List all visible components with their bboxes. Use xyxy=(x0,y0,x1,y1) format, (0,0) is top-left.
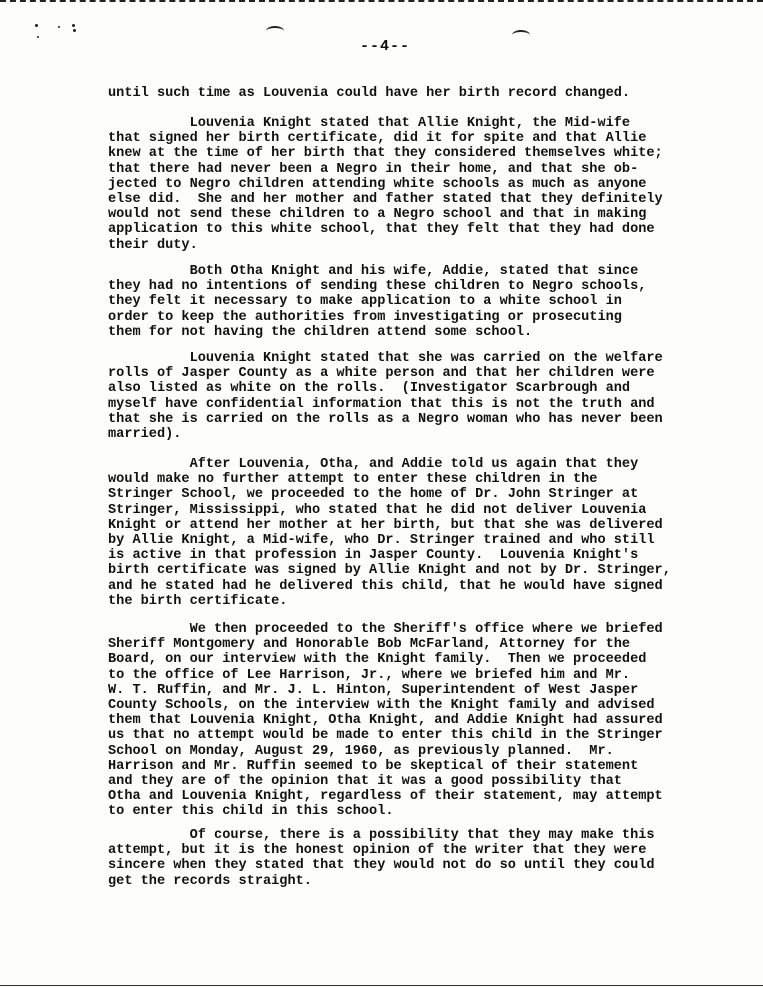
scan-speck xyxy=(35,24,38,27)
scan-speck xyxy=(37,36,39,38)
binder-hole-mark xyxy=(512,30,530,40)
scan-speck xyxy=(73,29,76,32)
bottom-edge-line xyxy=(0,985,763,986)
page-number: --4-- xyxy=(360,38,411,55)
scan-speck xyxy=(58,26,60,28)
paragraph-otha-addie-statement: Both Otha Knight and his wife, Addie, stated that since they had no intentions of sending these children to Negro schools, they felt it necessary to make application to a white school in order to keep the authorities from investigating or prosecuting them for not having the children attend some school. xyxy=(108,264,647,340)
paragraph-dr-stringer: After Louvenia, Otha, and Addie told us again that they would make no further attempt to enter these children in the Stringer School, we proceeded to the home of Dr. John Stringer at Stringer, Mississippi, who stated that he did not deliver Louvenia Knight or attend her mother at her birth, but that she was delivered by Allie Knight, a Mid-wife, who Dr. Stringer trained and who still is active in that profession in Jasper County. Louvenia Knight's birth certificate was signed by Allie Knight and not by Dr. Stringer, and he stated had he delivered this child, that he would have signed the birth certificate. xyxy=(108,457,671,609)
paragraph-allie-knight-statement: Louvenia Knight stated that Allie Knight, the Mid-wife that signed her birth certificate, did it for spite and that Allie knew at the time of her birth that they considered themselves white; that there had never been a Negro in their home, and that she ob- jected to Negro children attending white schools as much as anyone else did. She and her mother and father stated that they definitely would not send these children to a Negro school and that in making application to this white school, that they felt that they had done their duty. xyxy=(108,116,663,253)
top-edge-dash-line xyxy=(0,0,763,2)
paragraph-sheriff-briefing: We then proceeded to the Sheriff's office where we briefed Sheriff Montgomery and Honorable Bob McFarland, Attorney for the Board, on our interview with the Knight family. Then we proceeded to the office of Lee Harrison, Jr., where we briefed him and Mr. W. T. Ruffin, and Mr. J. L. Hinton, Superintendent of West Jasper County Schools, on the interview with the Knight family and advised them that Louvenia Knight, Otha Knight, and Addie Knight had assured us that no attempt would be made to enter this child in the Stringer School on Monday, August 29, 1960, as previously planned. Mr. Harrison and Mr. Ruffin seemed to be skeptical of their statement and they are of the opinion that it was a good possibility that Otha and Louvenia Knight, regardless of their statement, may attempt to enter this child in this school. xyxy=(108,622,663,820)
paragraph-welfare-rolls: Louvenia Knight stated that she was carried on the welfare rolls of Jasper County as a white person and that her children were also listed as white on the rolls. (Investigator Scarbrough and myself have confidential information that this is not the truth and that she is carried on the rolls as a Negro woman who has never been married). xyxy=(108,351,663,443)
scan-speck xyxy=(72,24,75,27)
paragraph-writer-opinion: Of course, there is a possibility that they may make this attempt, but it is the honest opinion of the writer that they were sincere when they stated that they would not do so until they could get the records straight. xyxy=(108,828,655,889)
paragraph-continuation: until such time as Louvenia could have her birth record changed. xyxy=(108,86,631,101)
binder-hole-mark xyxy=(266,26,284,36)
